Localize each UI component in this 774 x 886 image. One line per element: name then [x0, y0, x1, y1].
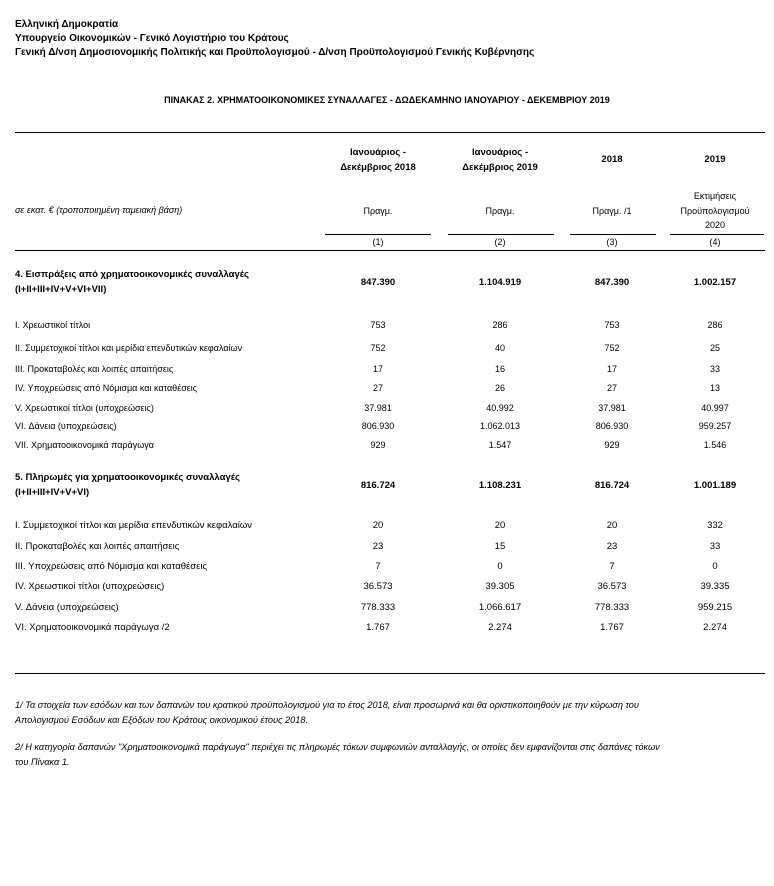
section-5-value-1: 816.724: [360, 480, 396, 491]
row-label: II. Συμμετοχικοί τίτλοι και μερίδια επενδυτικών κεφαλαίων: [15, 343, 243, 353]
section-5-label: 5. Πληρωμές για χρηματοοικονομικές συναλλαγές: [15, 472, 240, 483]
row-value-1: 806.930: [361, 421, 395, 431]
row-label: I. Συμμετοχικοί τίτλοι και μερίδια επενδυτικών κεφαλαίων: [15, 520, 253, 531]
section-4-formula: (I+II+III+IV+V+VI+VII): [15, 284, 107, 295]
col2-head-line1: Ιανουάριος -: [472, 147, 528, 158]
row-label: II. Προκαταβολές και λοιπές απαιτήσεις: [15, 541, 180, 552]
row-value-1: 20: [372, 520, 384, 531]
row-value-4: 33: [709, 541, 721, 552]
row-label: III. Προκαταβολές και λοιπές απαιτήσεις: [15, 364, 174, 374]
row-value-4: 0: [712, 561, 718, 572]
row-value-4: 2.274: [703, 622, 727, 633]
row-value-3: 778.333: [594, 602, 630, 613]
col3-subhead: Πραγμ. /1: [592, 206, 632, 216]
row-value-2: 26: [494, 383, 505, 393]
row-value-2: 0: [497, 561, 503, 572]
col1-head-line1: Ιανουάριος -: [350, 147, 406, 158]
col2-number: (2): [494, 237, 506, 247]
row-value-2: 15: [494, 541, 506, 552]
row-label: V. Δάνεια (υποχρεώσεις): [15, 602, 119, 613]
row-value-2: 1.547: [488, 440, 512, 450]
row-value-2: 1.062.013: [479, 421, 521, 431]
header-line-1: Ελληνική Δημοκρατία: [15, 19, 119, 30]
row-value-3: 36.573: [597, 581, 627, 592]
row-value-3: 806.930: [595, 421, 629, 431]
row-value-4: 959.215: [697, 602, 733, 613]
row-value-4: 332: [707, 520, 723, 531]
row-value-4: 1.546: [703, 440, 727, 450]
row-value-1: 37.981: [364, 403, 392, 413]
row-value-2: 20: [494, 520, 506, 531]
row-value-1: 23: [372, 541, 384, 552]
row-value-2: 16: [494, 364, 505, 374]
footnote-2-line-2: του Πίνακα 1.: [15, 757, 70, 767]
section-4-value-3: 847.390: [594, 277, 630, 288]
row-value-4: 39.335: [700, 581, 730, 592]
col4-subhead-line3: 2020: [704, 220, 726, 230]
table-bottom-rule: [15, 673, 765, 674]
section-5-value-2: 1.108.231: [478, 480, 522, 491]
row-value-1: 753: [370, 320, 386, 330]
section-5-value-4: 1.001.189: [693, 480, 737, 491]
footnote-1-line-1: 1/ Τα στοιχεία των εσόδων και των δαπανών του κρατικού προϋπολογισμού για το έτος 2018, είναι προσωρινά και θα οριστικοποιηθούν με την κύρωση του: [15, 700, 639, 710]
col1-number: (1): [372, 237, 384, 247]
col4-subhead-line1: Εκτιμήσεις: [693, 191, 737, 201]
row-label: IV. Υποχρεώσεις από Νόμισμα και καταθέσεις: [15, 383, 198, 393]
col3-head: 2018: [601, 154, 623, 165]
row-value-4: 13: [709, 383, 720, 393]
row-value-2: 286: [492, 320, 508, 330]
col3-number: (3): [606, 237, 618, 247]
row-value-4: 959.257: [698, 421, 732, 431]
row-value-1: 36.573: [363, 581, 393, 592]
row-value-3: 7: [609, 561, 615, 572]
col1-subhead: Πραγμ.: [363, 206, 393, 216]
row-value-3: 23: [606, 541, 618, 552]
row-label: III. Υποχρεώσεις από Νόμισμα και καταθέσεις: [15, 561, 208, 572]
col4-subhead-line2: Προϋπολογισμού: [680, 206, 750, 216]
header-line-2: Υπουργείο Οικονομικών - Γενικό Λογιστήριο του Κράτους: [15, 33, 289, 44]
col1-head-line2: Δεκέμβριος 2018: [340, 162, 416, 173]
section-5-value-3: 816.724: [594, 480, 630, 491]
row-value-4: 25: [709, 343, 720, 353]
row-value-1: 27: [372, 383, 383, 393]
row-value-3: 37.981: [598, 403, 626, 413]
row-value-1: 752: [370, 343, 386, 353]
section-4-value-4: 1.002.157: [693, 277, 737, 288]
row-label: VI. Δάνεια (υποχρεώσεις): [15, 421, 117, 431]
row-value-2: 40.992: [486, 403, 514, 413]
section-4-value-1: 847.390: [360, 277, 396, 288]
row-value-2: 2.274: [488, 622, 512, 633]
table-top-rule: [15, 132, 765, 133]
row-value-4: 286: [707, 320, 723, 330]
row-value-3: 17: [606, 364, 617, 374]
row-label: IV. Χρεωστικοί τίτλοι (υποχρεώσεις): [15, 581, 165, 592]
row-label: I. Χρεωστικοί τίτλοι: [15, 320, 91, 330]
row-label: V. Χρεωστικοί τίτλοι (υποχρεώσεις): [15, 403, 154, 413]
row-value-4: 33: [709, 364, 720, 374]
row-value-3: 27: [606, 383, 617, 393]
section-4-label: 4. Εισπράξεις από χρηματοοικονομικές συναλλαγές: [15, 269, 250, 280]
row-value-2: 1.066.617: [478, 602, 522, 613]
row-value-3: 929: [604, 440, 620, 450]
col4-number: (4): [709, 237, 721, 247]
row-value-4: 40.997: [701, 403, 729, 413]
header-line-3: Γενική Δ/νση Δημοσιονομικής Πολιτικής και Προϋπολογισμού - Δ/νση Προϋπολογισμού Γενικής Κυβέρνησης: [15, 47, 535, 58]
row-value-1: 7: [375, 561, 381, 572]
row-value-2: 40: [494, 343, 505, 353]
row-value-1: 778.333: [360, 602, 396, 613]
row-value-1: 1.767: [366, 622, 390, 633]
col2-head-line2: Δεκέμβριος 2019: [462, 162, 538, 173]
section-4-value-2: 1.104.919: [478, 277, 522, 288]
unit-label: σε εκατ. € (τροποποιημένη ταμειακή βάση): [15, 205, 183, 215]
row-value-1: 17: [372, 364, 383, 374]
row-value-3: 20: [606, 520, 618, 531]
footnote-2-line-1: 2/ Η κατηγορία δαπανών "Χρηματοοικονομικά παράγωγα" περιέχει τις πληρωμές τόκων συμφωνιών ανταλλαγής, οι οποίες δεν εμφανίζονται στις δαπάνες τόκων: [15, 742, 660, 752]
section-5-formula: (I+II+III+IV+V+VI): [15, 487, 90, 498]
row-value-2: 39.305: [485, 581, 515, 592]
table-title: ΠΙΝΑΚΑΣ 2. ΧΡΗΜΑΤΟΟΙΚΟΝΟΜΙΚΕΣ ΣΥΝΑΛΛΑΓΕΣ - ΔΩΔΕΚΑΜΗΝΟ ΙΑΝΟΥΑΡΙΟΥ - ΔΕΚΕΜΒΡΙΟΥ 2019: [164, 95, 610, 105]
row-label: VI. Χρηματοοικονομικά παράγωγα /2: [15, 622, 170, 633]
header-bottom-rule: [15, 250, 765, 251]
row-value-1: 929: [370, 440, 386, 450]
row-value-3: 1.767: [600, 622, 624, 633]
row-value-3: 753: [604, 320, 620, 330]
col2-subhead: Πραγμ.: [485, 206, 515, 216]
row-value-3: 752: [604, 343, 620, 353]
footnote-1-line-2: Απολογισμού Εσόδων και Εξόδων του Κράτους οικονομικού έτους 2018.: [15, 715, 309, 725]
row-label: VII. Χρηματοοικονομικά παράγωγα: [15, 440, 154, 450]
col4-head: 2019: [704, 154, 726, 165]
